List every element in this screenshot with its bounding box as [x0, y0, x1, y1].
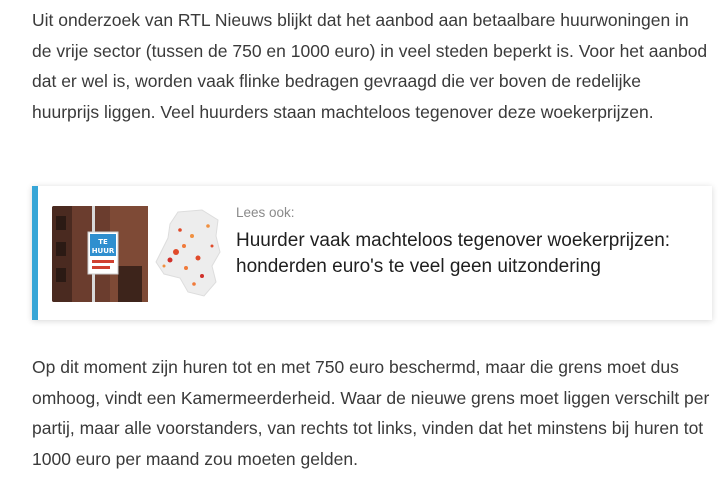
read-also-card[interactable] [32, 186, 712, 320]
read-also-headline[interactable]: Huurder vaak machteloos tegenover woekerprijzen: honderden euro's te veel geen uitzondering [236, 230, 671, 277]
read-also-label: Lees ook: [236, 205, 295, 220]
article-thumbnail[interactable] [52, 206, 222, 302]
article-paragraph-1: Uit onderzoek van RTL Nieuws blijkt dat het aanbod aan betaalbare huurwoningen in de vrije sector (tussen de 750 en 1000 euro) in veel steden beperkt is. Voor het aanbod dat er wel is, worden vaak flinke bedragen gevraagd die ver boven de redelijke huurprijs liggen. Veel huurders staan machteloos tegenover deze woekerprijzen. [32, 10, 708, 122]
article-paragraph-2: Op dit moment zijn huren tot en met 750 euro beschermd, maar die grens moet dus omhoog, vindt een Kamermeerderheid. Waar de nieuwe grens moet liggen verschilt per partij, maar alle voorstanders, van rechts tot links, vinden dat het minstens bij huren tot 1000 euro per maand zou moeten gelden. [32, 357, 710, 469]
sign-text-te: TE [98, 238, 108, 246]
read-also-text[interactable] [236, 204, 706, 280]
sign-text-huur: HUUR [91, 247, 115, 255]
